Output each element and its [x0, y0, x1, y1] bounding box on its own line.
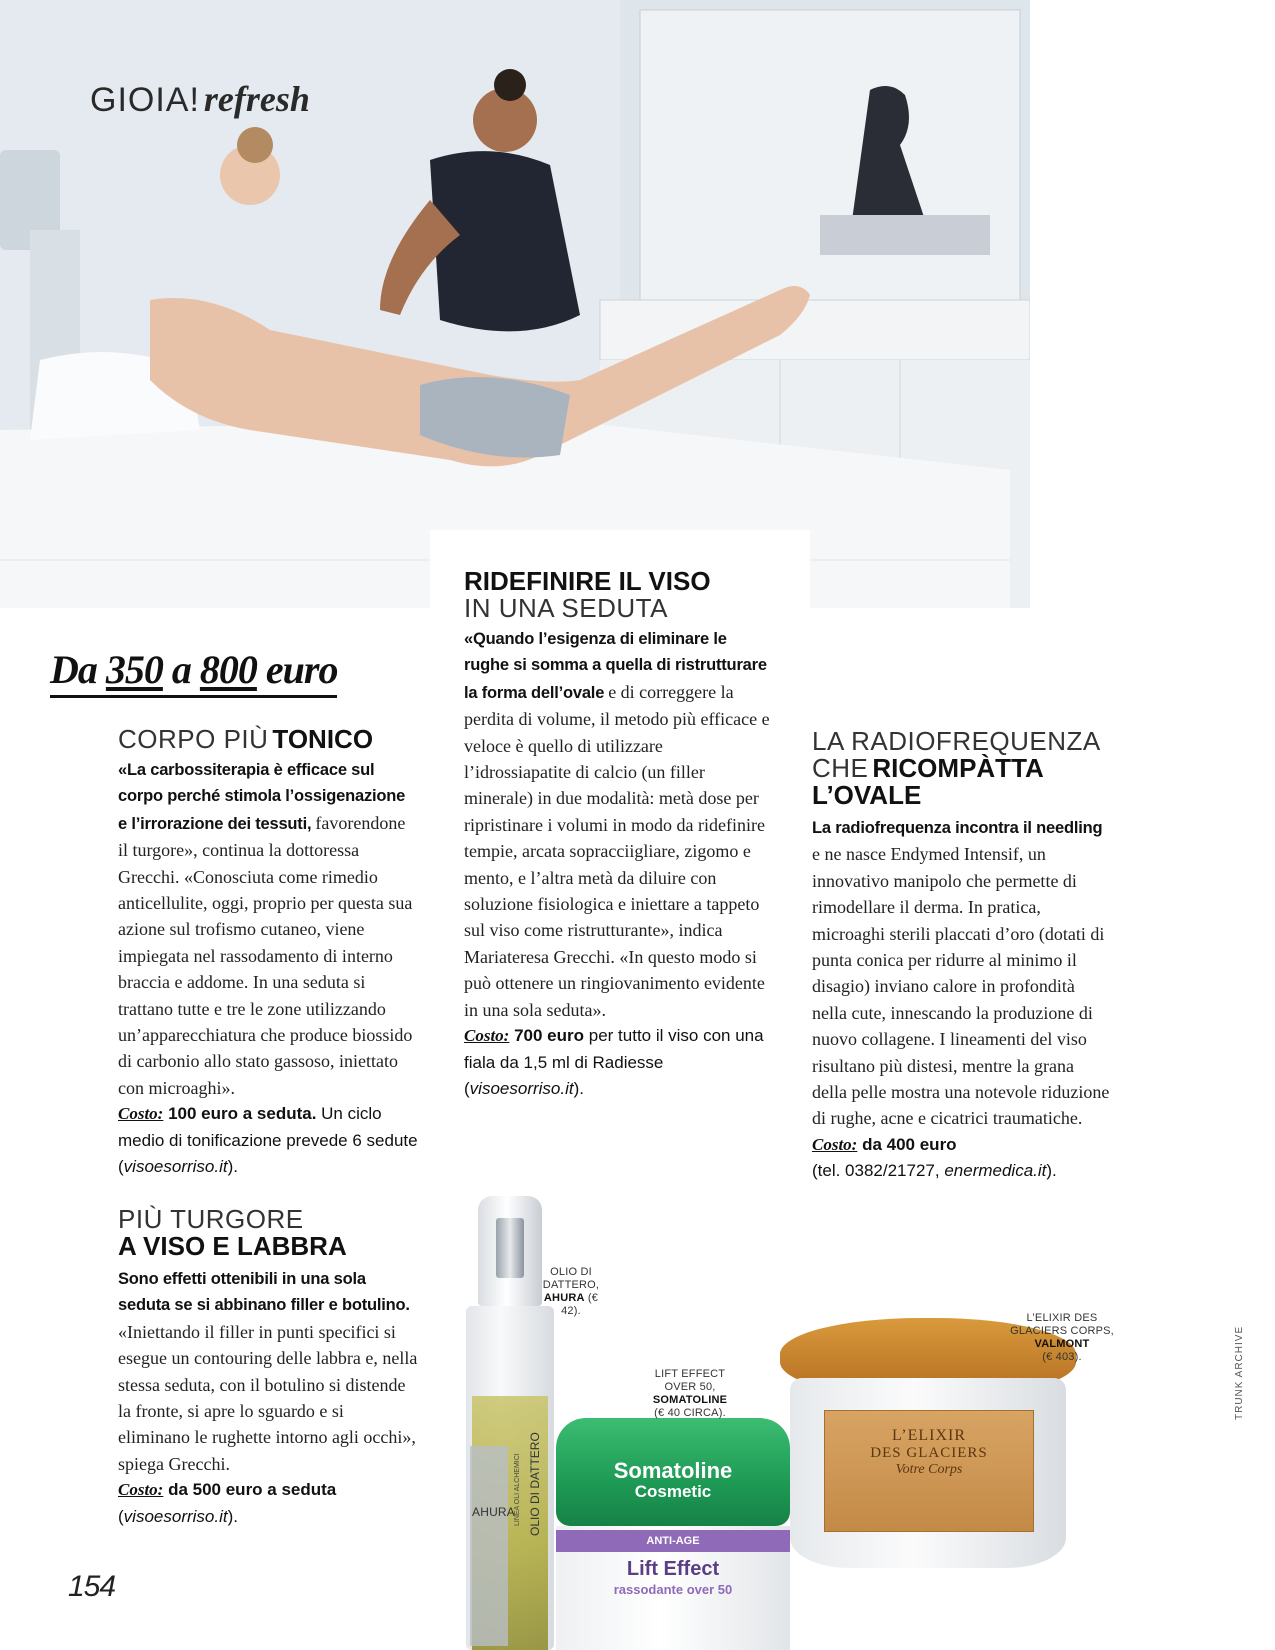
title-bold: A VISO E LABBRA: [118, 1231, 347, 1261]
lead-text: «La carbossiterapia è efficace sul corpo perché stimola l’ossigenazione e l’irrorazione dei tessuti,: [118, 761, 406, 833]
title-light-1: LA RADIOFREQUENZA: [812, 726, 1101, 756]
section-title: [118, 726, 418, 753]
caption-price: (€ 403).: [1042, 1351, 1082, 1363]
cost-label: Costo:: [118, 1104, 164, 1124]
caption-brand: AHURA: [543, 1292, 585, 1304]
price-conj: a: [171, 647, 191, 692]
masthead-brand: GIOIA!: [90, 81, 200, 119]
cost-label: Costo:: [118, 1480, 164, 1500]
somatoline-band: ANTI-AGE: [556, 1530, 790, 1552]
caption-line1: OLIO DI: [550, 1266, 592, 1278]
cost-note: Un ciclo medio di tonificazione prevede 6 sedute (: [118, 1104, 418, 1177]
somatoline-brand-text: Somatoline: [613, 1458, 733, 1483]
caption-line1: L’ELIXIR DES: [1026, 1312, 1098, 1324]
pump-nozzle: [496, 1218, 524, 1278]
cost-open: (: [118, 1506, 124, 1526]
jar-label-line1: L’ELIXIR: [891, 1427, 967, 1444]
section-ridefinire: [464, 568, 774, 1102]
caption-valmont: [1002, 1312, 1122, 1364]
somatoline-product-text: Lift Effect: [626, 1558, 720, 1580]
cost-site: visoesorriso.it: [123, 1157, 228, 1177]
cost-value: da 400 euro: [862, 1134, 957, 1154]
cost-line: [464, 1023, 774, 1102]
lead-text: Sono effetti ottenibili in una sola seduta se si abbinano filler e botulino.: [118, 1270, 410, 1315]
price-heading: [50, 646, 337, 698]
price-prefix: Da: [50, 647, 97, 692]
masthead-section: refresh: [203, 79, 310, 119]
cost-label: Costo:: [464, 1026, 510, 1046]
photo-credit: TRUNK ARCHIVE: [1234, 1325, 1245, 1420]
caption-line2: DATTERO,: [542, 1279, 600, 1291]
somatoline-tag-text: rassodante over 50: [613, 1582, 733, 1597]
body-text: e di correggere la perdita di volume, il metodo più efficace e veloce è quello di utilizzare l’idrossiapatite di calcio (un filler minerale) in due modalità: metà dose per ripristinare i volumi in modo da ridefinire tempie, arcata sopracciigliare, zigomo e mento, e l’altra metà da diluire con soluzione fisiologica e iniettare a tappeto sul viso come ristrutturante», indica Mariateresa Grecchi. «In questo modo si può ottenere un ringiovanimento evidente in una sola seduta».: [464, 681, 770, 1020]
masthead: [90, 78, 310, 120]
somatoline-sub-text: Cosmetic: [634, 1482, 712, 1501]
cost-site: visoesorriso.it: [469, 1078, 574, 1098]
page-number: 154: [68, 1570, 116, 1603]
jar-label: [824, 1410, 1034, 1532]
title-bold-2: L’OVALE: [812, 780, 922, 810]
cost-note: per tutto il viso con una fiala da 1,5 ml di Radiesse (: [464, 1026, 764, 1098]
caption-price: (€ 42).: [561, 1292, 599, 1317]
jar-label-line2: DES GLACIERS: [870, 1445, 988, 1461]
ahura-vertical-text: OLIO DI DATTERO: [528, 1432, 542, 1536]
price-min: 350: [105, 647, 163, 692]
cost-close: ).: [573, 1078, 584, 1098]
cost-site: visoesorriso.it: [123, 1506, 228, 1526]
section-radiofrequenza: [812, 728, 1112, 1185]
cost-line: [118, 1477, 418, 1530]
cost-close: ).: [227, 1157, 238, 1177]
title-bold-1: RICOMPÀTTA: [872, 753, 1044, 783]
title-light: PIÙ TURGORE: [118, 1204, 304, 1234]
caption-line1: LIFT EFFECT: [654, 1368, 726, 1380]
title-light: CORPO PIÙ: [118, 724, 269, 754]
ahura-label-text: AHURA: [472, 1505, 516, 1519]
title-bold: TONICO: [272, 724, 374, 754]
cost-value: da 500 euro a seduta: [168, 1480, 337, 1500]
body-text: «Iniettando il filler in punti specifici si esegue un contouring delle labbra e, nella stessa seduta, con il botulino si distende la fronte, si apre lo sguardo e si eliminano le rughette intorno agli occhi», spiega Grecchi.: [118, 1321, 418, 1474]
cost-close: ).: [227, 1506, 238, 1526]
price-unit: euro: [265, 647, 338, 692]
section-turgore: [118, 1206, 418, 1530]
lead-text: «Quando l’esigenza di eliminare le rughe si somma a quella di ristrutturare la forma dell’ovale: [464, 630, 767, 702]
cost-value: 100 euro a seduta.: [168, 1104, 317, 1124]
caption-brand: VALMONT: [1034, 1338, 1090, 1350]
caption-line2: GLACIERS CORPS,: [1010, 1325, 1114, 1337]
cost-label: Costo:: [812, 1134, 858, 1154]
spa-photo: [0, 0, 1030, 608]
cost-note: (tel. 0382/21727,: [812, 1161, 945, 1181]
cost-value: 700 euro: [514, 1026, 585, 1046]
ahura-bottle-image: [462, 1196, 558, 1650]
caption-price: (€ 40 CIRCA).: [654, 1407, 726, 1419]
section-corpo-tonico: [118, 726, 418, 1181]
title-light: IN UNA SEDUTA: [464, 593, 668, 623]
title-bold: RIDEFINIRE IL VISO: [464, 566, 711, 596]
cost-site: enermedica.it: [944, 1161, 1047, 1181]
body-text: favorendone il turgore», continua la dottoressa Grecchi. «Conosciuta come rimedio anticellulite, oggi, proprio per questa sua azione sul trofismo cutaneo, viene impiegata nel rassodamento di interno braccia e addome. In una seduta si trattano tutte e tre le zone utilizzando un’apparecchiatura che produce biossido di carbonio allo stato gassoso, iniettato con microaghi».: [118, 812, 413, 1098]
caption-somatoline: [630, 1368, 750, 1420]
caption-ahura: [536, 1266, 606, 1318]
title-light-2: CHE: [812, 753, 869, 783]
body-text: e ne nasce Endymed Intensif, un innovativo manipolo che permette di rimodellare il derma. In pratica, microaghi sterili placcati d’oro (dotati di punta conica per ridurre al minimo il disagio) inviano calore in profondità nella cute, innescando la produzione di nuovo collagene. I lineamenti del viso risultano più distesi, mentre la grana della pelle mostra una notevole riduzione di rughe, acne e cicatrici traumatiche.: [812, 844, 1110, 1129]
lead-text: La radiofrequenza incontra il needling: [812, 819, 1103, 837]
cost-close: ).: [1046, 1161, 1057, 1181]
caption-line2: OVER 50,: [664, 1381, 716, 1393]
caption-brand: SOMATOLINE: [652, 1394, 728, 1406]
cost-line: [812, 1132, 1112, 1185]
somatoline-jar-image: [556, 1418, 790, 1650]
jar-label-line3: Votre Corps: [895, 1462, 963, 1477]
price-max: 800: [199, 647, 257, 692]
bottle-label: [470, 1446, 508, 1646]
cost-line: [118, 1101, 418, 1180]
ahura-small-text: LINEA OLI ALCHEMICI: [514, 1453, 521, 1526]
